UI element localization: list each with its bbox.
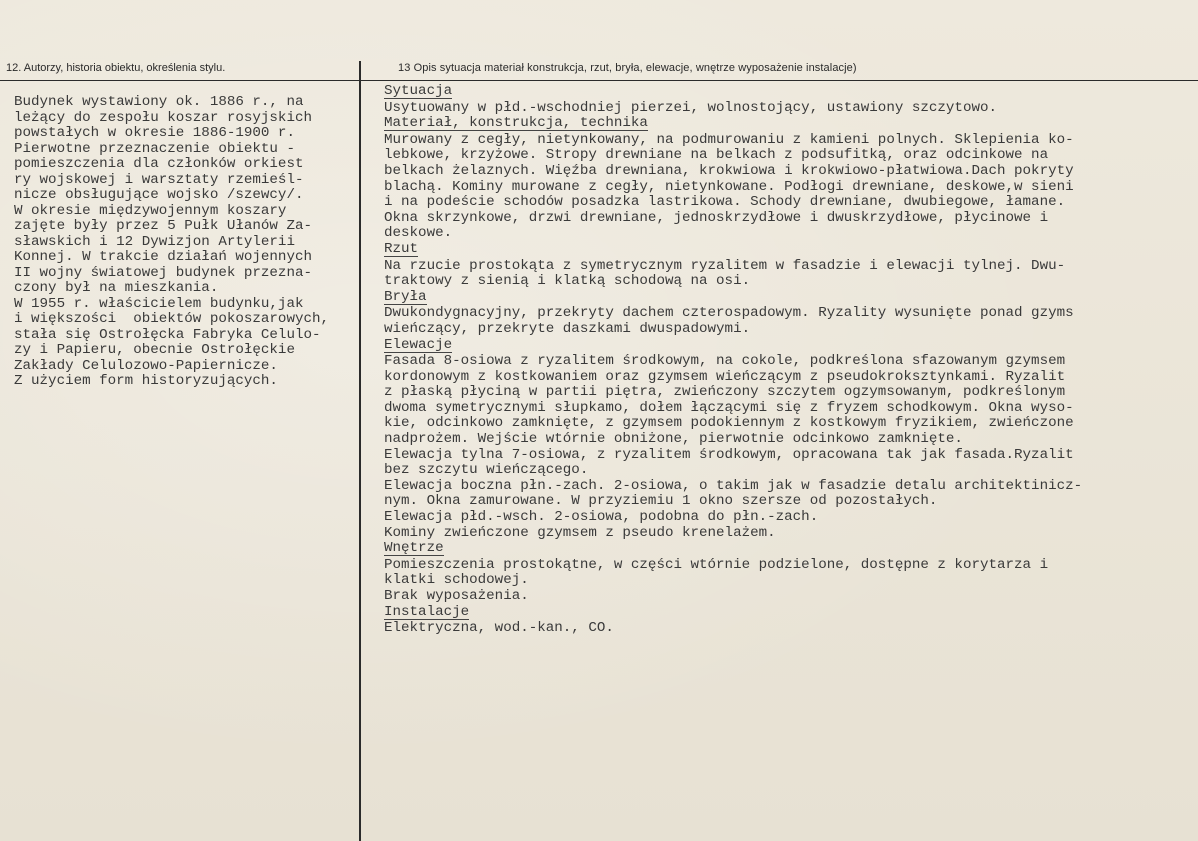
history-line: czony był na mieszkania. <box>14 280 219 296</box>
section-line: kordonowym z kostkowaniem oraz gzymsem wieńczącym z pseudokroksztynkami. Ryzalit <box>384 368 1066 385</box>
history-line: powstałych w okresie 1886-1900 r. <box>14 125 295 141</box>
history-text <box>14 95 374 390</box>
history-line: sławskich i 12 Dywizjon Artylerii <box>14 233 295 250</box>
header-divider <box>0 80 1198 81</box>
section-line: Elektryczna, wod.-kan., CO. <box>384 620 614 637</box>
section-line: nadprożem. Wejście wtórnie obniżone, pierwotnie odcinkowo zamknięte. <box>384 431 963 448</box>
history-line: zajęte były przez 5 Pułk Ułanów Za- <box>14 218 312 234</box>
section-heading: Instalacje <box>384 603 470 620</box>
section-line: Fasada 8-osiowa z ryzalitem środkowym, na cokole, podkreślona sfazowanym gzymsem <box>384 353 1066 370</box>
section-line: lebkowe, krzyżowe. Stropy drewniane na belkach z podsufitką, oraz odcinkowe na <box>384 147 1049 164</box>
section-line: bez szczytu wieńczącego. <box>384 462 589 479</box>
history-line: pomieszczenia dla członków orkiest <box>14 156 304 172</box>
right-column-header: 13 Opis sytuacja materiał konstrukcja, rzut, bryła, elewacje, wnętrze wyposażenie instalacje) <box>398 62 857 74</box>
history-line: Z użyciem form historyzujących. <box>14 373 278 389</box>
section-line: dwoma symetrycznymi słupkamo, dołem łączącymi się z fryzem schodkowym. Okna wyso- <box>384 399 1074 416</box>
section-line: Usytuowany w płd.-wschodniej pierzei, wolnostojący, ustawiony szczytowo. <box>384 99 997 116</box>
section <box>384 605 1196 637</box>
section-line: traktowy z sienią i klatką schodową na osi. <box>384 273 751 290</box>
section-line: i na podeście schodów posadzka lastrikowa. Schody drewniane, dwubiegowe, łamane. <box>384 194 1066 211</box>
history-line: W okresie międzywojennym koszary <box>14 202 287 219</box>
history-line: i większości obiektów pokoszarowych, <box>14 311 330 327</box>
section-line: wieńczący, przekryte daszkami dwuspadowymi. <box>384 320 751 337</box>
section <box>384 338 1196 542</box>
section-heading: Sytuacja <box>384 83 453 99</box>
history-line: ry wojskowej i warsztaty rzemieśl- <box>14 171 304 188</box>
section-line: Okna skrzynkowe, drzwi drewniane, jednoskrzydłowe i dwuskrzydłowe, płycinowe i <box>384 209 1049 226</box>
left-column-header: 12. Autorzy, historia obiektu, określenia stylu. <box>6 62 226 74</box>
section-line: Elewacja płd.-wsch. 2-osiowa, podobna do płn.-zach. <box>384 509 819 526</box>
history-line: Budynek wystawiony ok. 1886 r., na <box>14 94 304 110</box>
section-line: Brak wyposażenia. <box>384 588 529 604</box>
history-line: leżący do zespołu koszar rosyjskich <box>14 109 312 126</box>
section-heading: Elewacje <box>384 336 453 353</box>
section-line: nym. Okna zamurowane. W przyziemiu 1 okno szersze od pozostałych. <box>384 493 938 510</box>
section-line: Dwukondygnacyjny, przekryty dachem czterospadowym. Ryzality wysunięte ponad gzyms <box>384 305 1074 322</box>
section-line: klatki schodowej. <box>384 572 529 589</box>
section-line: kie, odcinkowo zamknięte, z gzymsem podokiennym z kostkowym fryzikiem, zwieńczone <box>384 415 1074 432</box>
section-heading: Bryła <box>384 288 427 305</box>
history-line: Konnej. W trakcie działań wojennych <box>14 249 312 265</box>
section <box>384 242 1196 290</box>
section-line: belkach żelaznych. Więźba drewniana, krokwiowa i krokwiowo-płatwiowa.Dach pokryty <box>384 162 1074 179</box>
section-line: Elewacja boczna płn.-zach. 2-osiowa, o takim jak w fasadzie detalu architektinicz- <box>384 477 1083 494</box>
section-heading: Wnętrze <box>384 540 444 557</box>
section-line: Pomieszczenia prostokątne, w części wtórnie podzielone, dostępne z korytarza i <box>384 556 1049 573</box>
history-line: W 1955 r. właścicielem budynku,jak <box>14 295 304 312</box>
section-line: Murowany z cegły, nietynkowany, na podmurowaniu z kamieni polnych. Sklepienia ko- <box>384 131 1074 148</box>
section-line: Kominy zwieńczone gzymsem z pseudo krenelażem. <box>384 524 776 541</box>
history-line: II wojny światowej budynek przezna- <box>14 264 312 281</box>
section-line: z płaską płyciną w partii piętra, zwieńczony szczytem ogzymsowanym, podkreślonym <box>384 384 1066 401</box>
section-line: deskowe. <box>384 225 453 242</box>
description-text <box>384 84 1196 637</box>
section <box>384 541 1196 604</box>
section <box>384 84 1196 116</box>
history-line: stała się Ostrołęcka Fabryka Celulo- <box>14 326 321 343</box>
section-line: blachą. Kominy murowane z cegły, nietynkowane. Podłogi drewniane, deskowe,w sieni <box>384 178 1074 195</box>
section <box>384 116 1196 242</box>
section-line: Elewacja tylna 7-osiowa, z ryzalitem środkowym, opracowana tak jak fasada.Ryzalit <box>384 446 1074 463</box>
section-line: Na rzucie prostokąta z symetrycznym ryzalitem w fasadzie i elewacji tylnej. Dwu- <box>384 257 1066 274</box>
history-line: nicze obsługujące wojsko /szewcy/. <box>14 187 304 203</box>
history-line: zy i Papieru, obecnie Ostrołęckie <box>14 342 295 358</box>
section-heading: Rzut <box>384 240 419 257</box>
section <box>384 290 1196 338</box>
section-heading: Materiał, konstrukcja, technika <box>384 115 648 132</box>
history-line: Pierwotne przeznaczenie obiektu - <box>14 140 295 157</box>
history-line: Zakłady Celulozowo-Papiernicze. <box>14 357 278 374</box>
